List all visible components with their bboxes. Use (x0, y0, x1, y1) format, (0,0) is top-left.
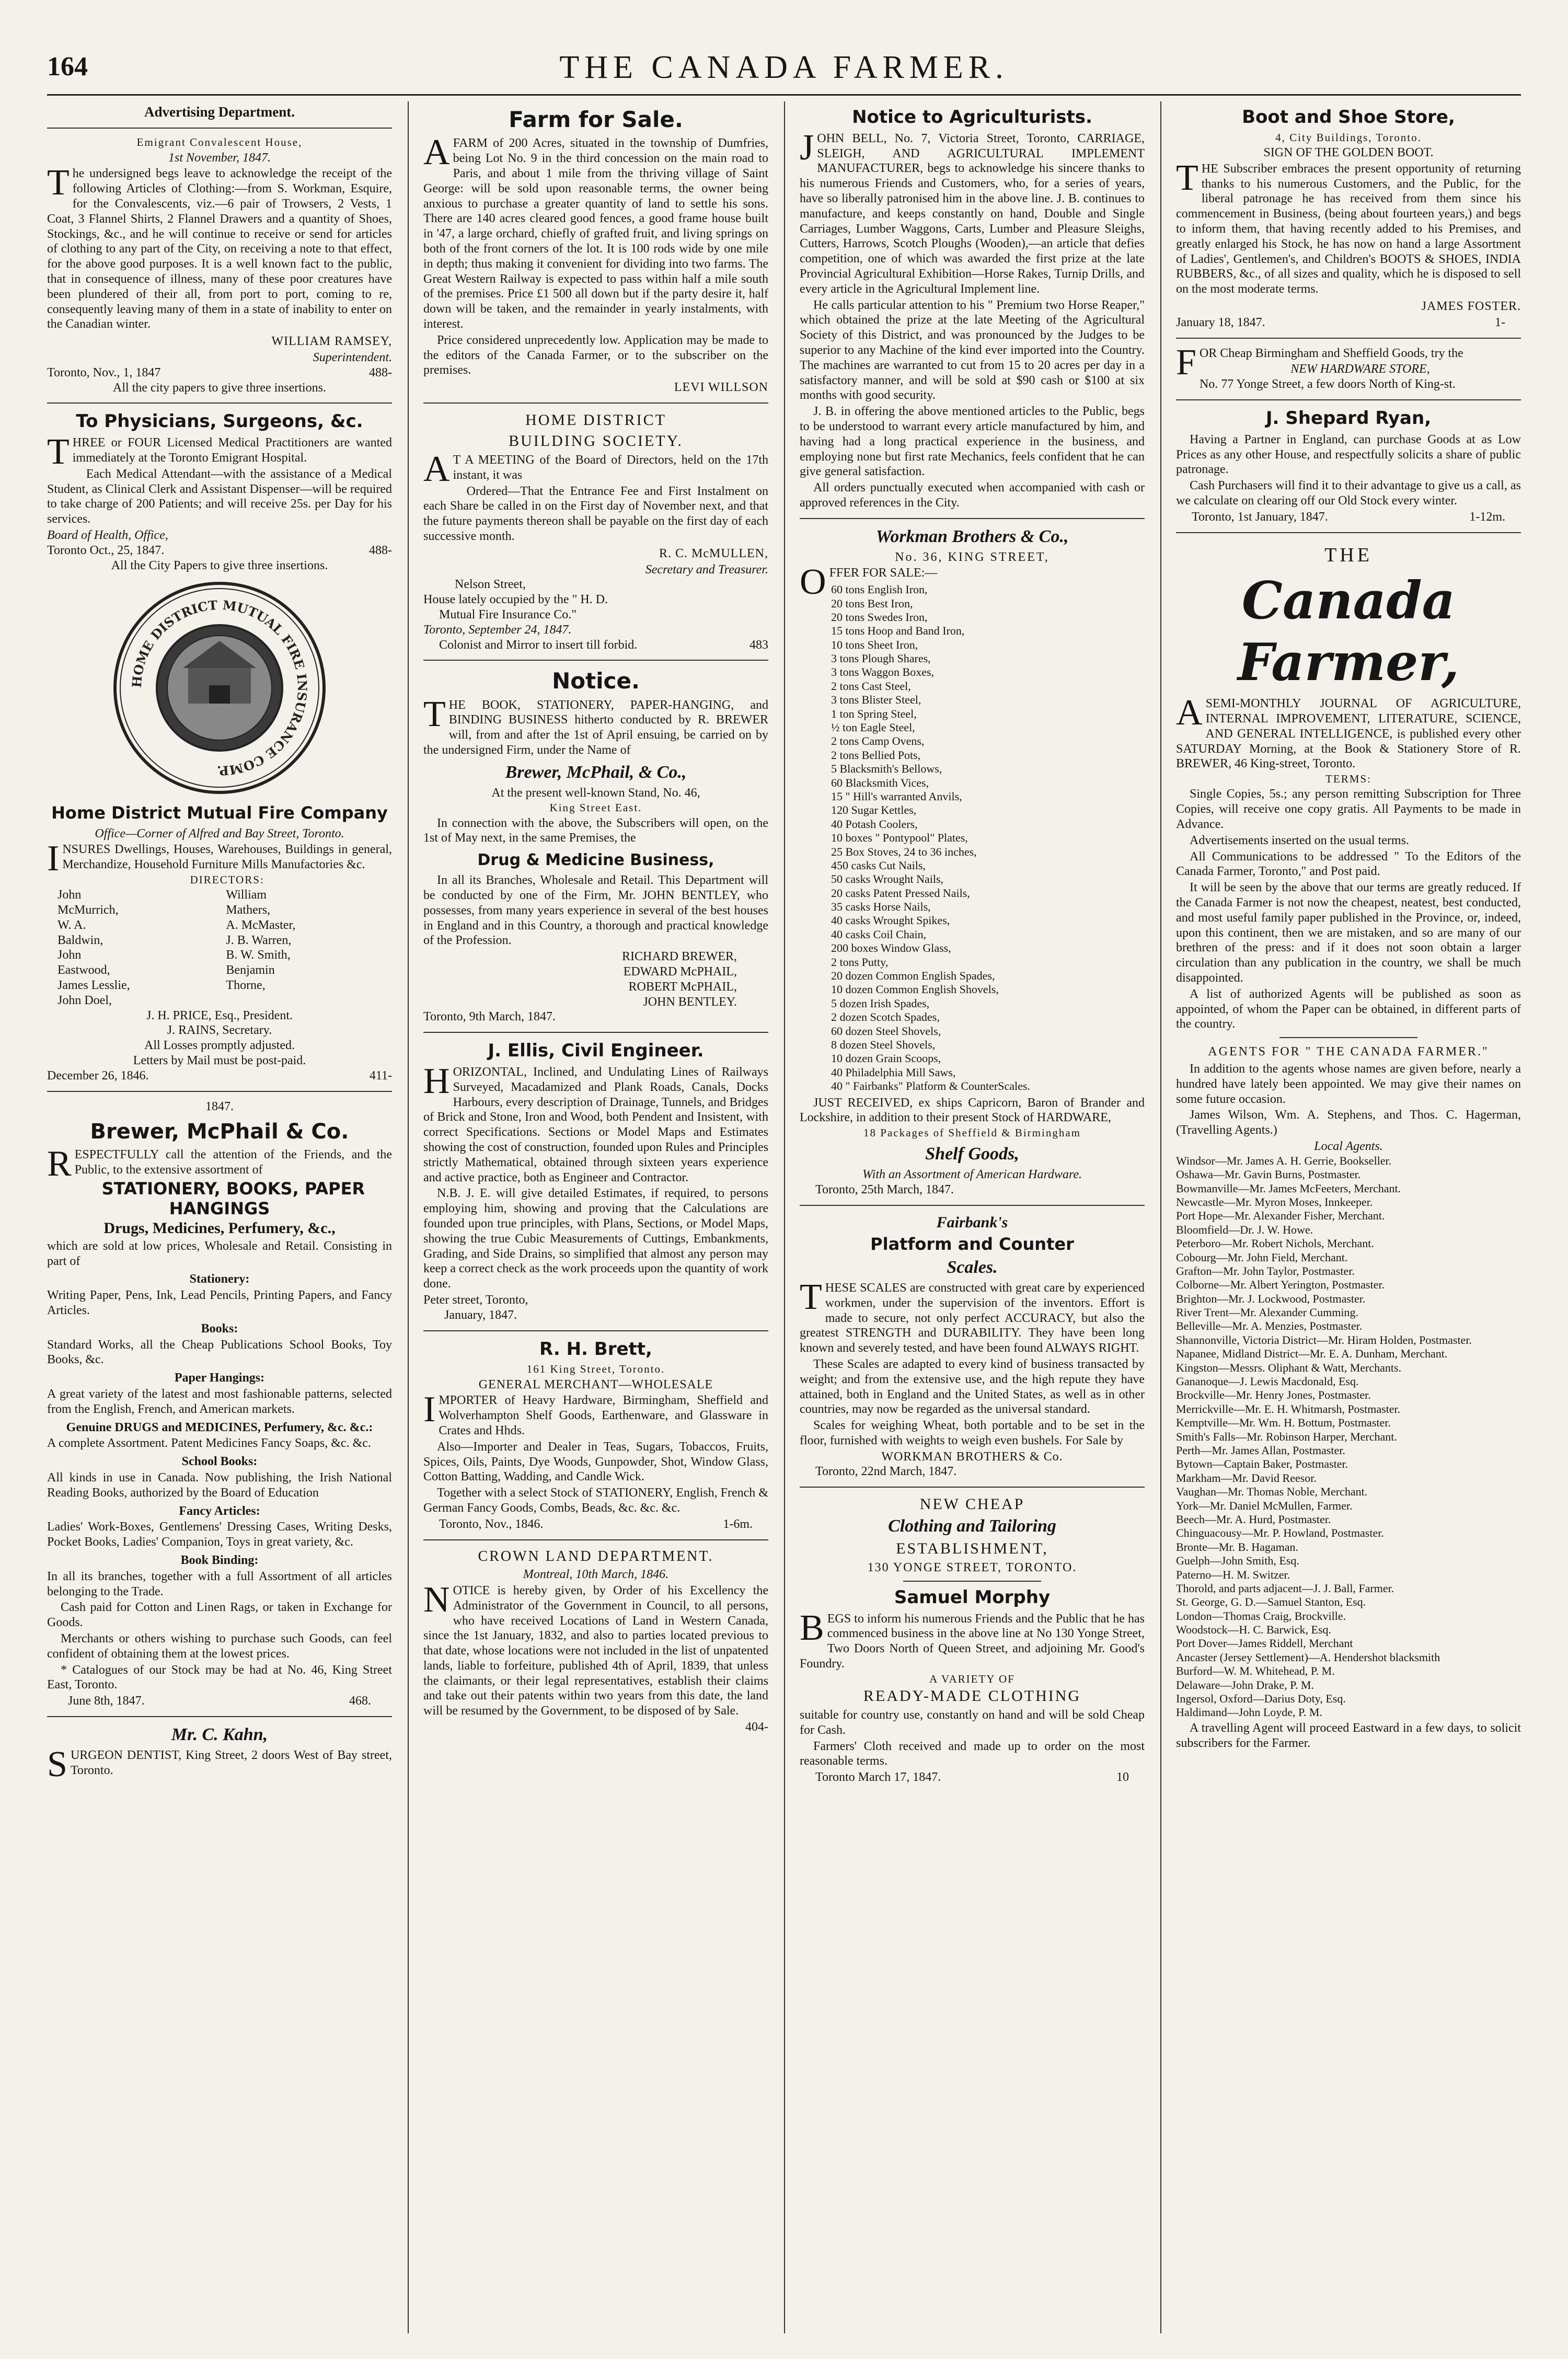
workman-item: 40 casks Coil Chain, (831, 927, 927, 941)
brett-heading: R. H. Brett, (539, 1338, 652, 1360)
agent-entry: Delaware—John Drake, P. M. (1176, 1678, 1314, 1691)
notice-body: THE BOOK, STATIONERY, PAPER-HANGING, and BINDING BUSINESS hitherto conducted by R. BREWER will, from and after the 1st of April ensuing, be carried on by the undersigned Firm, under the Name of (423, 694, 768, 757)
workman-item: 2 tons Camp Ovens, (831, 734, 925, 748)
mutual-body: INSURES Dwellings, Houses, Warehouses, Buildings in general, Merchandize, Household Furniture Mills Manufactories &c. (47, 838, 392, 879)
adv-footer (47, 365, 392, 381)
agent-entry: Grafton—Mr. John Taylor, Postmaster. (1176, 1264, 1355, 1278)
divider (800, 1205, 1145, 1206)
notice-name: JOHN BENTLEY. (643, 995, 737, 1009)
director-name: W. A. Baldwin, (57, 918, 103, 947)
kahn-body: SURGEON DENTIST, King Street, 2 doors West of Bay street, Toronto. (47, 1744, 392, 1785)
cheap-name: Samuel Morphy (894, 1586, 1051, 1608)
crown-heading: CROWN LAND DEPARTMENT. (478, 1548, 714, 1564)
director-name: John Eastwood, (57, 948, 110, 977)
farm-body-2: Price considered unprecedently low. Application may be made to the editors of the Canada Farmer, or to the subscriber on the premises. (423, 333, 768, 377)
cheap-address: 130 YONGE STREET, TORONTO. (867, 1561, 1077, 1575)
divider (423, 402, 768, 404)
director-name: B. W. Smith, (226, 948, 291, 962)
director-name: William Mathers, (226, 888, 271, 917)
brewer-section-text: Writing Paper, Pens, Ink, Lead Pencils, Printing Papers, and Fancy Articles. (47, 1288, 392, 1317)
agent-entry: Paterno—H. M. Switzer. (1176, 1568, 1290, 1581)
agents-local-label: Local Agents. (1314, 1140, 1383, 1153)
boot-footer-date: January 18, 1847. (1176, 315, 1265, 329)
workman-item: 20 dozen Common English Spades, (831, 969, 995, 983)
workman-item: 60 Blacksmith Vices, (831, 776, 929, 789)
workman-item: 8 dozen Steel Shovels, (831, 1038, 936, 1051)
notice-body-2: In connection with the above, the Subscribers will open, on the 1st of May next, in the same Premises, the (423, 816, 768, 845)
ryan-heading: J. Shepard Ryan, (1265, 407, 1432, 429)
agent-entry: Perth—Mr. James Allan, Postmaster. (1176, 1444, 1345, 1457)
page-number: 164 (47, 52, 88, 82)
divider (423, 660, 768, 661)
workman-item: 2 tons Bellied Pots, (831, 748, 921, 762)
agent-entry: Vaughan—Mr. Thomas Noble, Merchant. (1176, 1485, 1368, 1499)
workman-item: 20 tons Swedes Iron, (831, 610, 928, 624)
physicians-heading: To Physicians, Surgeons, &c. (76, 411, 363, 432)
physicians-body: THREE or FOUR Licensed Medical Practitioners are wanted immediately at the Toronto Emigrant Hospital. (47, 432, 392, 473)
physicians-footer (47, 543, 392, 558)
brewer-note: which are sold at low prices, Wholesale and Retail. Consisting in part of (47, 1239, 392, 1268)
workman-item: 20 tons Best Iron, (831, 596, 913, 610)
divider (1176, 399, 1521, 400)
brewer-section-text: All kinds in use in Canada. Now publishing, the Irish National Reading Books, authorized by the Board of Education (47, 1470, 392, 1500)
brett-footer-num: 1-6m. (723, 1517, 753, 1531)
agent-entry: Brighton—Mr. J. Lockwood, Postmaster. (1176, 1292, 1366, 1305)
workman-item: 5 dozen Irish Spades, (831, 996, 930, 1010)
newspaper-page (47, 47, 1521, 2337)
workman-item: 40 Philadelphia Mill Saws, (831, 1065, 956, 1079)
agent-entry: Chinguacousy—Mr. P. Howland, Postmaster. (1176, 1526, 1384, 1540)
boot-footer (1176, 315, 1521, 330)
ryan-footer-date: Toronto, 1st January, 1847. (1192, 510, 1328, 524)
agent-entry: Cobourg—Mr. John Field, Merchant. (1176, 1250, 1348, 1264)
divider (1176, 532, 1521, 533)
terms-label: TERMS: (1325, 773, 1371, 786)
adv-footer-num: 488- (369, 365, 392, 379)
mutual-president: J. H. PRICE, Esq., President. (146, 1008, 293, 1022)
agent-entry: River Trent—Mr. Alexander Cumming. (1176, 1306, 1358, 1319)
header-rule (47, 94, 1521, 96)
cheap-body-2: suitable for country use, constantly on hand and will be sold Cheap for Cash. (800, 1708, 1145, 1737)
advertising-heading: Advertising Department. (144, 104, 295, 120)
mutual-office: Office—Corner of Alfred and Bay Street, Toronto. (95, 826, 344, 841)
hardware-store: NEW HARDWARE STORE, (1290, 362, 1430, 376)
column-2 (423, 101, 768, 2333)
workman-item: 2 tons Putty, (831, 955, 889, 969)
fairbank-body-3: Scales for weighing Wheat, both portable and to be set in the floor, furnished with weights to weigh even bushels. For Sale by (800, 1419, 1145, 1447)
agent-entry: Belleville—Mr. A. Menzies, Postmaster. (1176, 1319, 1363, 1333)
mutual-note: Letters by Mail must be post-paid. (133, 1054, 306, 1068)
workman-item: 50 casks Wrought Nails, (831, 872, 944, 886)
boot-heading: Boot and Shoe Store, (1242, 107, 1455, 128)
crown-date: Montreal, 10th March, 1846. (523, 1568, 669, 1582)
workman-item: ½ ton Eagle Steel, (831, 721, 915, 734)
director-name: Benjamin Thorne, (226, 963, 275, 993)
agent-entry: Beech—Mr. A. Hurd, Postmaster. (1176, 1512, 1331, 1526)
divider (423, 1032, 768, 1033)
brewer-section-text: A complete Assortment. Patent Medicines Fancy Soaps, &c. &c. (47, 1436, 371, 1451)
cheap-heading: NEW CHEAP (919, 1495, 1025, 1513)
directors-left (57, 888, 213, 1008)
brett-footer (423, 1517, 768, 1532)
brewer-section-text: Ladies' Work-Boxes, Gentlemens' Dressing Cases, Writing Desks, Pocket Books, Ladies' Companion, Toys in great variety, &c. (47, 1520, 392, 1549)
workman-item: 200 boxes Window Glass, (831, 941, 951, 955)
newspaper-title: THE CANADA FARMER. (559, 50, 1009, 85)
column-1 (47, 101, 392, 2333)
cheap-body: BEGS to inform his numerous Friends and the Public that he has commenced business in the above line at No 130 Yonge Street, Two Doors North of Queen Street, and adjoining Mr. Good's Foundry. (800, 1607, 1145, 1671)
farmer-terms-2: Advertisements inserted on the usual terms. (1190, 833, 1409, 847)
notice-stand: At the present well-known Stand, No. 46, (491, 786, 700, 800)
workman-item: 3 tons Plough Shares, (831, 652, 931, 665)
farmer-body: ASEMI-MONTHLY JOURNAL OF AGRICULTURE, INTERNAL IMPROVEMENT, LITERATURE, SCIENCE, AND GENERAL INTELLIGENCE, is published every other SATURDAY Morning, at the Book & Stationery Store of R. BREWER, 46 King-street, Toronto. (1176, 693, 1521, 771)
divider (1279, 1037, 1417, 1038)
agent-entry: Kemptville—Mr. Wm. H. Bottum, Postmaster. (1176, 1416, 1391, 1430)
ryan-footer (1176, 510, 1521, 525)
brewer-intro: RESPECTFULLY call the attention of the Friends, and the Public, to the extensive assortment of (47, 1144, 392, 1184)
workman-item: 60 tons English Iron, (831, 583, 928, 596)
building-address: Nelson Street, (455, 578, 526, 592)
ellis-body-2: N.B. J. E. will give detailed Estimates, if required, to persons employing him, showing and proving that the Calculations are founded upon true principles, with Plans, Sections, or Model Maps, showing the true Cubic Measurements of Cuttings, Embankments, Grading, and Side Drains, so simplified that almost any person may keep a correct check as the work proceeds upon the quantity of work done. (423, 1187, 768, 1291)
brewer-sub-line: Drugs, Medicines, Perfumery, &c., (103, 1219, 336, 1237)
agent-entry: Thorold, and parts adjacent—J. J. Ball, Farmer. (1176, 1581, 1394, 1595)
agent-entry: Bloomfield—Dr. J. W. Howe. (1176, 1223, 1313, 1236)
notice-drug: Drug & Medicine Business, (477, 851, 714, 870)
director-name: J. B. Warren, (226, 933, 292, 947)
agent-entry: Bowmanville—Mr. James McFeeters, Merchant. (1176, 1181, 1401, 1195)
agent-entry: Ingersol, Oxford—Darius Doty, Esq. (1176, 1692, 1346, 1706)
agent-entry: Bronte—Mr. B. Hagaman. (1176, 1540, 1299, 1554)
ryan-footer-num: 1-12m. (1469, 510, 1505, 524)
bell-body-4: All orders punctually executed when accompanied with cash or approved references in the City. (800, 481, 1145, 510)
divider (800, 1487, 1145, 1488)
workman-intro: OFFER FOR SALE:— (800, 562, 938, 603)
physicians-body-2: Each Medical Attendant—with the assistance of a Medical Student, as Clinical Clerk and Assistant Dispenser—will be required to take charge of 200 Patients; and will receive 25s. per Day for his services. (47, 467, 392, 526)
building-address: Mutual Fire Insurance Co." (439, 607, 577, 622)
workman-item: 15 " Hill's warranted Anvils, (831, 789, 962, 803)
fairbank-heading-3: Scales. (947, 1258, 998, 1278)
farmer-terms-5: A list of authorized Agents will be published as soon as appointed, of whom the Paper can be obtained, in different parts of the country. (1176, 987, 1521, 1031)
brewer-section-title: Books: (201, 1321, 238, 1336)
farm-signature: LEVI WILLSON (674, 381, 768, 395)
building-footer (423, 638, 768, 653)
agent-entry: Merrickville—Mr. E. H. Whitmarsh, Postmaster. (1176, 1402, 1401, 1416)
workman-item: 10 tons Sheet Iron, (831, 638, 918, 651)
cheap-variety: A VARIETY OF (929, 1672, 1015, 1685)
brett-sub: GENERAL MERCHANT—WHOLESALE (478, 1377, 713, 1391)
workman-item: 120 Sugar Kettles, (831, 803, 917, 817)
brewer-section-text: A great variety of the latest and most fashionable patterns, selected from the English, French, and American markets. (47, 1387, 392, 1416)
farmer-the: THE (1324, 544, 1373, 566)
workman-item: 10 boxes " Pontypool" Plates, (831, 831, 968, 845)
workman-heading: Workman Brothers & Co., (875, 526, 1069, 546)
director-name: James Lesslie, (57, 979, 130, 993)
notice-heading: Notice. (552, 668, 640, 694)
brewer-section-title: Stationery: (189, 1272, 250, 1286)
workman-item: 3 tons Waggon Boxes, (831, 665, 935, 679)
workman-item: 25 Box Stoves, 24 to 36 inches, (831, 845, 977, 858)
adv-sig-title: Superintendent. (313, 350, 392, 364)
boot-footer-num: 1- (1495, 315, 1505, 329)
agents-travel: James Wilson, Wm. A. Stephens, and Thos. C. Hagerman, (Travelling Agents.) (1176, 1108, 1521, 1137)
column-3 (800, 101, 1145, 2333)
physicians-footer-date: Toronto Oct., 25, 1847. (47, 543, 165, 557)
adv-note: All the city papers to give three insertions. (113, 381, 326, 395)
hardware-address: No. 77 Yonge Street, a few doors North of King-st. (1199, 377, 1456, 392)
divider (1176, 338, 1521, 339)
kahn-heading: Mr. C. Kahn, (171, 1724, 268, 1744)
notice-name: ROBERT McPHAIL, (628, 980, 737, 994)
workman-item: 40 Potash Coolers, (831, 817, 918, 831)
mutual-heading: Home District Mutual Fire Company (51, 803, 388, 823)
workman-item: 2 tons Cast Steel, (831, 679, 911, 693)
directors-right (226, 888, 382, 1008)
fairbank-heading: Fairbank's (936, 1213, 1008, 1231)
divider (47, 128, 392, 129)
crown-footer-num: 404- (745, 1720, 768, 1734)
mutual-footer (47, 1068, 392, 1084)
brett-body-3: Together with a select Stock of STATIONERY, English, French & German Fancy Goods, Combs, Beads, &c. &c. &c. (423, 1486, 768, 1515)
cheap-footer-num: 10 (1116, 1770, 1129, 1785)
physicians-footer-org: Board of Health, Office, (47, 528, 168, 542)
building-footer-date: Toronto, September 24, 1847. (423, 623, 572, 637)
agent-entry: Haldimand—John Loyde, P. M. (1176, 1706, 1322, 1719)
hardware-body: FOR Cheap Birmingham and Sheffield Goods, try the (1176, 342, 1463, 383)
physicians-footer-num: 488- (369, 543, 392, 557)
agent-entry: Woodstock—H. C. Barwick, Esq. (1176, 1623, 1332, 1637)
boot-sign: SIGN OF THE GOLDEN BOOT. (1263, 145, 1434, 159)
brewer-footer (47, 1694, 392, 1709)
adv-date: 1st November, 1847. (168, 151, 271, 165)
bell-body-3: J. B. in offering the above mentioned articles to the Public, begs to be understood to warrant every article manufactured by him, and having had a long practical experience in the business, and employing none but first rate Mechanics, feels confident that he can give general satisfaction. (800, 405, 1145, 479)
notice-body-3: In all its Branches, Wholesale and Retail. This Department will be conducted by one of the Firm, Mr. JOHN BENTLEY, who possesses, from many years experience in several of the best houses in England and in this Country, a thorough and practical knowledge of the Profession. (423, 873, 768, 948)
director-name: John McMurrich, (57, 888, 119, 917)
brewer-catalogues: * Catalogues of our Stock may be had at No. 46, King Street East, Toronto. (47, 1663, 392, 1692)
agent-entry: Gananoque—J. Lewis Macdonald, Esq. (1176, 1375, 1359, 1388)
farm-body: AFARM of 200 Acres, situated in the township of Dumfries, being Lot No. 9 in the third concession on the main road to Paris, and about 1 mile from the thriving village of Saint George: will be sold upon reasonable terms, the owner being anxious to purchase a greater quantity of land to settle his sons. There are 140 acres cleared good fences, a good frame house built in '47, a large orchard, chiefly of grafted fruit, and living springs on both of the front corners of the lot. It is 100 rods wide by one mile in depth; thus making it convenient for dividing into two farms. The Great Western Railway is expected to pass within half a mile south of the premises. Price £1 500 all down but if the party desire it, half down will be taken, and the remainder in yearly instalments, with interest. (423, 132, 768, 331)
agent-entry: Burford—W. M. Whitehead, P. M. (1176, 1664, 1335, 1678)
agent-entry: Peterboro—Mr. Robert Nichols, Merchant. (1176, 1237, 1374, 1250)
building-body: AT A MEETING of the Board of Directors, held on the 17th instant, it was (423, 448, 768, 489)
running-head (47, 47, 1521, 89)
agent-entry: Markham—Mr. David Reesor. (1176, 1471, 1317, 1485)
ellis-footer-date: January, 1847. (444, 1308, 517, 1322)
divider (47, 1716, 392, 1717)
adv-footer-date: Toronto, Nov., 1, 1847 (47, 365, 161, 379)
farmer-terms-3: All Communications to be addressed " To the Editors of the Canada Farmer, Toronto," and Post paid. (1176, 849, 1521, 879)
adv-signature: WILLIAM RAMSEY, (271, 335, 392, 349)
workman-item: 40 casks Wrought Spikes, (831, 914, 950, 927)
brett-body-2: Also—Importer and Dealer in Teas, Sugars, Tobaccos, Fruits, Spices, Oils, Paints, Dye Woods, Gunpowder, Shot, Window Glass, Cotton Batting, Wadding, and Candle Wick. (423, 1440, 768, 1484)
physicians-note: All the City Papers to give three insertions. (111, 558, 328, 572)
boot-body: THE Subscriber embraces the present opportunity of returning thanks to his numerous Customers, and the Public, for the liberal patronage he has received from them since his commencement in Business, (being about fourteen years,) and begs to inform them, that having recently added to his Premises, and greatly enlarged his Stock, he has now on hand a large Assortment of Ladies', Gentlemen's, and Children's BOOTS & SHOES, INDIA RUBBERS, &c., of all sizes and quality, which he is disposed to sell on the most moderate terms. (1176, 157, 1521, 296)
mutual-note: All Losses promptly adjusted. (144, 1039, 295, 1053)
workman-assort: With an Assortment of American Hardware. (862, 1168, 1082, 1182)
divider (423, 1539, 768, 1540)
divider (47, 402, 392, 404)
brewer-section-title: Book Binding: (180, 1553, 259, 1567)
agents-list (1176, 1154, 1521, 1720)
agent-entry: Ancaster (Jersey Settlement)—A. Hendershot blacksmith (1176, 1650, 1440, 1664)
notice-name: RICHARD BREWER, (621, 950, 737, 964)
farmer-terms-4: It will be seen by the above that our terms are greatly reduced. If the Canada Farmer is not now the cheapest, neatest, best conducted, and most useful family paper published in the Province, or, indeed, upon this continent, then we are mistaken, and so are many of our brethren of the press: and if it does not soon obtain a larger circulation than any publication in the country, we shall be much disappointed. (1176, 881, 1521, 985)
workman-item-list (831, 583, 1145, 1093)
farmer-terms: Single Copies, 5s.; any person remitting Subscription for Three Copies, will receive one copy gratis. All Payments to be made in Advance. (1176, 787, 1521, 832)
workman-address: No. 36, KING STREET, (895, 550, 1050, 564)
divider (423, 1330, 768, 1331)
fairbank-signature: WORKMAN BROTHERS & Co. (881, 1449, 1063, 1464)
notice-firm: Brewer, McPhail, & Co., (505, 762, 687, 782)
workman-item: 3 tons Blister Steel, (831, 693, 921, 707)
workman-item: 15 tons Hoop and Band Iron, (831, 624, 965, 638)
workman-item: 5 Blacksmith's Bellows, (831, 762, 942, 776)
agent-entry: Brockville—Mr. Henry Jones, Postmaster. (1176, 1388, 1371, 1402)
director-name: John Doel, (57, 993, 112, 1007)
fairbank-heading-2: Platform and Counter (870, 1234, 1074, 1254)
boot-address: 4, City Buildings, Toronto. (1275, 131, 1422, 144)
workman-item: 450 casks Cut Nails, (831, 858, 926, 872)
brewer-heading: Brewer, McPhail & Co. (90, 1120, 349, 1144)
divider (800, 518, 1145, 519)
agent-entry: Napanee, Midland District—Mr. E. A. Dunham, Merchant. (1176, 1347, 1448, 1361)
year-line: 1847. (205, 1099, 234, 1113)
cheap-heading-3: ESTABLISHMENT, (896, 1540, 1048, 1558)
notice-footer-date: Toronto, 9th March, 1847. (423, 1010, 556, 1024)
brewer-section-title: Fancy Articles: (179, 1504, 260, 1518)
insurance-seal-icon (110, 578, 329, 798)
workman-item: 60 dozen Steel Shovels, (831, 1024, 941, 1038)
building-note: Colonist and Mirror to insert till forbid. (439, 638, 638, 652)
column-rule (1160, 101, 1161, 2333)
agent-entry: Oshawa—Mr. Gavin Burns, Postmaster. (1176, 1168, 1361, 1181)
bell-heading: Notice to Agriculturists. (852, 107, 1092, 128)
workman-item: 1 ton Spring Steel, (831, 707, 917, 720)
brewer-footer-num: 468. (349, 1694, 371, 1708)
workman-item: 40 " Fairbanks" Platform & CounterScales. (831, 1079, 1030, 1093)
mutual-footer-num: 411- (369, 1068, 392, 1083)
agent-entry: London—Thomas Craig, Brockville. (1176, 1609, 1346, 1622)
agent-entry: Smith's Falls—Mr. Robinson Harper, Merchant. (1176, 1430, 1397, 1443)
building-heading-2: BUILDING SOCIETY. (509, 432, 683, 450)
workman-item: 2 dozen Scotch Spades, (831, 1010, 940, 1024)
ellis-address: Peter street, Toronto, (423, 1293, 528, 1307)
adv-place: Emigrant Convalescent House, (136, 136, 303, 149)
ellis-heading: J. Ellis, Civil Engineer. (488, 1040, 704, 1062)
notice-street: King Street East. (549, 801, 642, 814)
columns (47, 101, 1521, 2333)
column-rule (408, 101, 409, 2333)
crown-body: NOTICE is hereby given, by Order of his Excellency the Administrator of the Government in Council, to all persons, who have received Locations of Land in Western Canada, since the 1st January, 1832, and also to parties located previous to that date, whose locations were not included in the list of unpatented lands, liable to forfeiture, published 4th of April, 1839, that unless the claimants, or their legal representatives, establish their claims and take out their patents within two years from this date, the land will be resumed by the Government, to be disposed of by Sale. (423, 1579, 768, 1718)
agent-entry: Guelph—John Smith, Esq. (1176, 1554, 1299, 1568)
directors-list (47, 888, 392, 1008)
director-name: A. McMaster, (226, 918, 296, 932)
workman-item: 20 casks Patent Pressed Nails, (831, 886, 970, 900)
brewer-section-title: Genuine DRUGS and MEDICINES, Perfumery, &c. &c.: (66, 1420, 373, 1434)
fairbank-footer-date: Toronto, 22nd March, 1847. (815, 1465, 957, 1479)
column-rule (784, 101, 785, 2333)
agents-body: In addition to the agents whose names are given before, nearly a hundred have lately been appointed. We may give their names on some future occasion. (1176, 1062, 1521, 1106)
agent-entry: Windsor—Mr. James A. H. Gerrie, Bookseller. (1176, 1154, 1392, 1167)
building-note-num: 483 (750, 638, 768, 652)
brewer-merchants: Merchants or others wishing to purchase such Goods, can feel confident of obtaining them at the lowest prices. (47, 1631, 392, 1661)
fairbank-body: THESE SCALES are constructed with great care by experienced workmen, under the supervision of the inventors. Effort is made to secure, not only perfect ACCURACY, but also the greatest STRENGTH and DURABILITY. They have been long known and severely tested, and have been found ALWAYS RIGHT. (800, 1276, 1145, 1355)
building-body-2: Ordered—That the Entrance Fee and First Instalment on each Share be called in on the First day of November next, and that the future payments thereon shall be payable on the first day of each successive month. (423, 484, 768, 543)
brett-body: IMPORTER of Heavy Hardware, Birmingham, Sheffield and Wolverhampton Shelf Goods, Earthenware, and Glassware in Crates and Hhds. (423, 1389, 768, 1437)
divider (47, 1091, 392, 1092)
ellis-body: HORIZONTAL, Inclined, and Undulating Lines of Railways Surveyed, Macadamized and Plank Roads, Canals, Docks Harbours, every description of Drainage, Tunnels, and Bridges of Brick and Stone, Iron and Wood, both Pendent and Insistent, with correct Specifications. Sections or Model Maps and Estimates showing the cost of construction, founded upon Rules and Principles strictly Mathematical, obtained through sixteen years experience and active practice, both as Engineer and Contractor. (423, 1061, 768, 1184)
adv-body: The undersigned begs leave to acknowledge the receipt of the following Articles of Clothing:—from S. Workman, Esquire, for the Convalescents, viz.—6 pair of Trowsers, 2 Vests, 1 Coat, 3 Flannel Shirts, 2 Flannel Drawers and a quantity of Shoes, Stockings, &c., and he will continue to receive or send for articles of clothing to any part of the City, on receiving a note to that effect, for the above good purposes. It is a well known fact to the public, that in consequence of illness, many of these poor creatures have been plundered of their all, from port to port, coming to re, consequently leaving many of them in a state of inability to enter on the Canadian winter. (47, 163, 392, 331)
brett-footer-date: Toronto, Nov., 1846. (439, 1517, 544, 1531)
farmer-masthead: Canada Farmer, (1237, 571, 1459, 693)
building-sig-title: Secretary and Treasurer. (645, 562, 768, 577)
brewer-footer-date: June 8th, 1847. (68, 1694, 145, 1708)
bell-body: JOHN BELL, No. 7, Victoria Street, Toronto, CARRIAGE, SLEIGH, AND AGRICULTURAL IMPLEMENT MANUFACTURER, begs to acknowledge his sincere thanks to his numerous Friends and Customers, who, for a series of years, have so liberally patronised him in the above line. J. B. continues to manufacture, and keeps constantly on hand, Double and Single Carriages, Lumber Waggons, Carts, Lumber and Pleasure Sleighs, Cutters, Harrows, Scotch Ploughs (Wooden),—an article that defies competition, one of which was awarded the first prize at the late Provincial Agricultural Exhibition—Horse Rakes, Turnip Drills, and every article in the Agricultural Implement line. (800, 127, 1145, 296)
agent-entry: Port Hope—Mr. Alexander Fisher, Merchant. (1176, 1209, 1385, 1223)
workman-item: 10 dozen Common English Shovels, (831, 983, 999, 996)
agent-entry: Port Dover—James Riddell, Merchant (1176, 1637, 1353, 1650)
agent-entry: York—Mr. Daniel McMullen, Farmer. (1176, 1499, 1353, 1512)
workman-footer-date: Toronto, 25th March, 1847. (815, 1182, 954, 1196)
brewer-section-text: In all its branches, together with a full Assortment of all articles belonging to the Trade. (47, 1569, 392, 1598)
bell-body-2: He calls particular attention to his " Premium two Horse Reaper," which obtained the prize at the late Meeting of the Agricultural Society of this District, and was pronounced by the Judges to be superior to any Machine of the kind ever imported into the Country. The machines are warranted to cut from 15 to 20 acres per day in a satisfactory manner, and will be sold at $90 cash or $100 at six months with good security. (800, 298, 1145, 402)
building-signature: R. C. McMULLEN, (659, 546, 768, 560)
brett-address: 161 King Street, Toronto. (526, 1363, 665, 1376)
brewer-cash: Cash paid for Cotton and Linen Rags, or taken in Exchange for Goods. (47, 1601, 392, 1630)
mutual-secretary: J. RAINS, Secretary. (167, 1023, 272, 1038)
agent-entry: Kingston—Messrs. Oliphant & Watt, Merchants. (1176, 1361, 1402, 1374)
notice-name: EDWARD McPHAIL, (623, 965, 737, 979)
brewer-section-title: Paper Hangings: (174, 1371, 265, 1385)
cheap-heading-2: Clothing and Tailoring (888, 1516, 1056, 1536)
cheap-body-3: Farmers' Cloth received and made up to order on the most reasonable terms. (800, 1739, 1145, 1768)
farm-heading: Farm for Sale. (509, 107, 683, 132)
building-heading: HOME DISTRICT (525, 411, 666, 429)
ryan-body-2: Cash Purchasers will find it to their advantage to give us a call, as we calculate on clearing off our Old Stock every winter. (1176, 479, 1521, 508)
agent-entry: Bytown—Captain Baker, Postmaster. (1176, 1457, 1348, 1471)
brewer-big-line: STATIONERY, BOOKS, PAPER HANGINGS (101, 1179, 365, 1219)
mutual-footer-date: December 26, 1846. (47, 1068, 149, 1083)
agent-entry: Colborne—Mr. Albert Yerington, Postmaster. (1176, 1278, 1385, 1292)
cheap-ready: READY-MADE CLOTHING (863, 1687, 1081, 1705)
cheap-footer (800, 1770, 1145, 1785)
workman-item: 35 casks Horse Nails, (831, 900, 931, 914)
brewer-section-text: Standard Works, all the Cheap Publications School Books, Toy Books, &c. (47, 1338, 392, 1367)
workman-item: 10 dozen Grain Scoops, (831, 1052, 941, 1065)
agent-entry: St. George, G. D.—Samuel Stanton, Esq. (1176, 1595, 1366, 1609)
workman-shelf: Shelf Goods, (925, 1144, 1019, 1164)
fairbank-body-2: These Scales are adapted to every kind of business transacted by weight; and from the extensive use, and the high repute they have attained, both in England and the United States, as well as in other countries, may now be regarded as the universal standard. (800, 1357, 1145, 1417)
directors-label: DIRECTORS: (190, 873, 264, 887)
cheap-footer-date: Toronto March 17, 1847. (815, 1770, 941, 1785)
boot-signature: JAMES FOSTER. (1421, 299, 1521, 313)
workman-packages: 18 Packages of Sheffield & Birmingham (863, 1126, 1081, 1140)
divider (903, 1581, 1041, 1582)
agents-closing: A travelling Agent will proceed Eastward in a few days, to solicit subscribers for the Farmer. (1176, 1721, 1521, 1750)
building-address: House lately occupied by the " H. D. (423, 593, 608, 607)
agent-entry: Shannonville, Victoria District—Mr. Hiram Holden, Postmaster. (1176, 1333, 1472, 1347)
agents-heading: AGENTS FOR " THE CANADA FARMER." (1208, 1045, 1489, 1059)
workman-received: JUST RECEIVED, ex ships Capricorn, Baron of Brander and Lockshire, in addition to their present Stock of HARDWARE, (800, 1096, 1145, 1125)
seal-text: HOME DISTRICT MUTUAL FIRE INSURANCE COMP. (129, 597, 310, 779)
ryan-body: Having a Partner in England, can purchase Goods at as Low Prices as any other House, and respectfully solicits a share of public patronage. (1176, 432, 1521, 477)
column-4 (1176, 101, 1521, 2333)
brewer-section-title: School Books: (181, 1455, 258, 1469)
agent-entry: Newcastle—Mr. Myron Moses, Innkeeper. (1176, 1195, 1373, 1209)
